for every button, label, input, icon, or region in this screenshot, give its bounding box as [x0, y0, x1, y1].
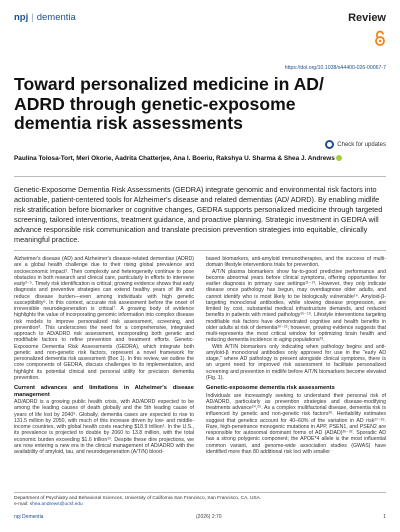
- check-updates-label: Check for updates: [337, 141, 386, 148]
- divider-top: [14, 176, 386, 177]
- divider-footer: [14, 492, 386, 493]
- footer-journal[interactable]: npj Dementia: [14, 514, 44, 520]
- affiliation-footer: [14, 496, 386, 507]
- body-paragraph: A/T/N plasma biomarkers show far-to-good predictive performance and become abnormal years before clinical symptoms, offering opportunities for earlier diagnosis in primary care settings¹¹⁻¹³. However, they only indicate disease once pathology has begun, may overdiagnose older adults, and cannot identify who is most likely to be biologically vulnerable¹⁴. Amyloid-β-targeting monoclonal antibodies, while slowing disease progression, are limited by cost, substantial medical infrastructure demands, and reduced benefits in patients with mixed pathology¹⁵⁻¹⁹. Lifestyle interventions targeting modifiable risk factors have demonstrated cognitive and health benefits in older adults at risk of dementia²⁰⁻²²; however, growing evidence suggests that multi-represents the most critical window for optimizing brain health and reducing dementia incidence in aging populations²³.: [206, 268, 386, 344]
- journal-header: [14, 12, 386, 28]
- open-access-icon: [374, 30, 386, 46]
- section-heading: Current advances and limitations in Alzheimer's disease management: [14, 385, 194, 398]
- body-paragraph: With A/T/N biomarkers only indicating when pathology begins and anti-amyloid-β monoclonal antibodies only approved for use in the "early AD stage," where AD pathology is present alongside clinical symptoms, there is an urgent need for improved risk assessment to facilitate personalized screening and prevention in midlife before A/T/N biomarkers become elevated (Fig. 1).: [206, 343, 386, 381]
- author-list: [14, 154, 344, 163]
- check-updates-button[interactable]: [325, 140, 386, 149]
- footer-citation: (2026) 2:70: [196, 514, 222, 520]
- article-title: Toward personalized medicine in AD/ ADRD through genetic-exposome dementia risk assessments: [14, 74, 324, 133]
- email-label: e-mail:: [14, 502, 29, 507]
- journal-npj: npj: [14, 12, 29, 23]
- doi-link[interactable]: https://doi.org/10.1038/s44400-026-00067-7: [284, 65, 386, 71]
- body-paragraph: AD/ADRD is a growing public health crisis, with AD/ADRD expected to be among the leading causes of death globally and the 5th leading cause of years of life lost by 2040⁹. Globally, dementia cases are expected to rise to 131.5 million by 2050, with much of this increase driven by low- and middle-income countries, with global health costs reaching $18.9 trillion¹. In the U.S., its prevalence is projected to double by 2060 to 13.8 million, with the total economic burden exceeding $1.6 trillion¹⁰. Despite these dire projections, we are now entering a new era in the clinical management of AD/ADRD with the availability of amyloid, tau, and neurodegeneration (A/T/N) blood-: [14, 399, 194, 456]
- body-column-right: [206, 256, 386, 455]
- abstract: Genetic-Exposome Dementia Risk Assessments (GEDRA) integrate genomic and environmental risk factors into actionable, patient-centered tools for Alzheimer's disease and related dementias (AD/ ADRD). By enabling midlife risk stratification before biomarker or cognitive changes, GEDRA supports personalized medicine through targeted screening, tailored interventions, treatment guidance, and proactive planning. Strategic investment in GEDRA will advance responsible risk communication and translate precision prevention strategies into equitable, clinically meaningful practice.: [14, 185, 383, 244]
- corresponding-email-link[interactable]: shea.andrews@ucsf.edu: [29, 502, 83, 507]
- check-updates-icon: [325, 140, 334, 149]
- body-paragraph: Individuals are increasingly seeking to understand their personal risk of AD/ADRD, particularly as prevention strategies and disease-modifying treatments advance²⁴,²⁵. As a complex multifactorial disease, dementia risk is influenced by genetic and non-genetic risk factors²⁶. Heritability estimates suggest that genetics account for 40–60% of the variation in AD risk²⁷⁻²⁹. Rare, high-penetrance monogenic mutations in APP, PSEN1, and PSEN2 are responsible for autosomal dominant forms of AD (ADAD)³⁰⁻³². Sporadic AD has a strong polygenic component; the APOE*4 allele is the most influential common variant, and genome-wide association studies (GWAS) have identified more than 80 additional risk loci with smaller: [206, 392, 386, 455]
- divider-abstract: [14, 250, 386, 251]
- journal-name[interactable]: [14, 12, 76, 23]
- body-paragraph: based biomarkers, anti-amyloid immunotherapies, and the success of multi-domain lifestyle interventions trials for prevention.: [206, 256, 386, 269]
- journal-separator: |: [31, 12, 34, 23]
- body-column-left: [14, 256, 194, 455]
- authors-text: Paulina Tolosa-Tort, Meri Okorie, Aadrita Chatterjee, Ana I. Boeriu, Rakshya U. Sharma & Shea J. Andrews: [14, 155, 335, 162]
- section-heading: Genetic-exposome dementia risk assessments: [206, 385, 335, 391]
- intro-paragraph: Alzheimer's disease (AD) and Alzheimer's disease-related dementias (ADRD) are a global health challenge due to their rising global prevalence and socioeconomic impact¹. Their complexity and heterogeneity continue to pose obstacles in both research and clinical care, particularly in efforts to intervene early²⁻⁵. Timely risk identification is critical; growing evidence shows that early diagnosis and preventive strategies can extend healthy years of life and reduce disease burden—even among individuals with high genetic susceptibility⁶. In this context, accurate risk assessment before the onset of irreversible neurodegeneration is critical⁷. A growing body of evidence highlights the value of incorporating genomic information into complex disease risk models to improve personalized risk assessment, screening, and prevention⁸. This underscores the need for a comprehensive, integrated approach to AD/ADRD risk assessment, incorporating both genetic and modifiable factors to refine prevention and treatment efforts. Genetic-Exposome Dementia Risk Assessments (GEDRA), which integrate both genetic and non-genetic risk factors, represent a novel framework for personalized dementia risk assessment (Box 1). In this review, we outline the core components of GEDRA, discuss challenges to its implementation, and highlight its potential clinical and personal utility for precision dementia prevention.: [14, 256, 194, 381]
- journal-title: dementia: [36, 12, 76, 23]
- article-type-label: Review: [348, 12, 386, 24]
- page-footer: [14, 514, 386, 524]
- page-number: 1: [383, 514, 386, 520]
- affiliation-text: Department of Psychiatry and Behavioral Sciences, University of California San Francisco, San Francisco, CA, USA.: [14, 496, 262, 501]
- orcid-icon[interactable]: [336, 155, 342, 161]
